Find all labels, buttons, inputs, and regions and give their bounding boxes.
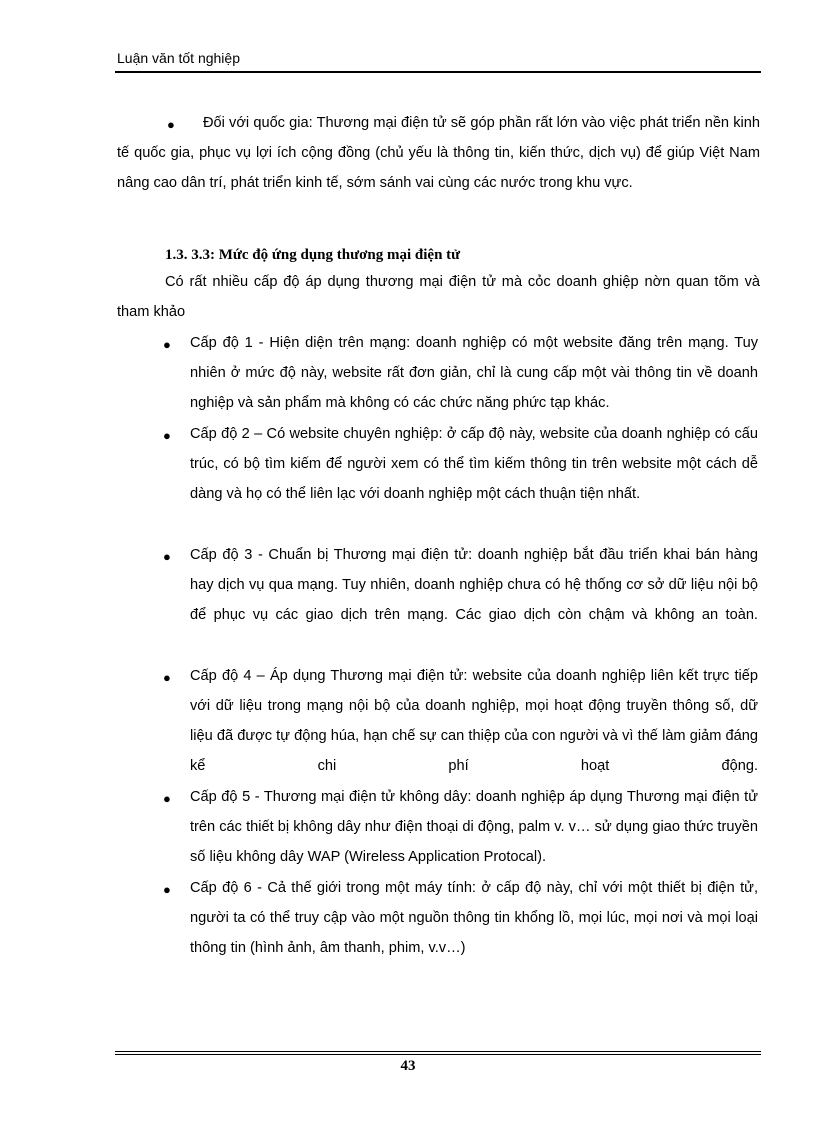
header-divider (115, 71, 761, 73)
level-2-item: Cấp độ 2 – Có website chuyên nghiệp: ở cấp độ này, website của doanh nghiệp có cấu trúc, có bộ tìm kiếm để người xem có thể tìm kiếm thông tin trên website một cách dễ dàng và họ có thể liên lạc với doanh nghiệp một cách thuận tiện nhất. (190, 426, 758, 502)
level-3-item: Cấp độ 3 - Chuẩn bị Thương mại điện tử: doanh nghiệp bắt đầu triển khai bán hàng hay dịch vụ qua mạng. Tuy nhiên, doanh nghiệp chưa có hệ thống cơ sở dữ liệu nội bộ để phục vụ các giao dịch trên mạng. Các giao dịch còn chậm và không an toàn. (190, 547, 758, 623)
bullet-icon: ● (163, 791, 171, 806)
bullet-icon: ● (163, 549, 171, 564)
bullet-icon: ● (163, 670, 171, 685)
bullet-icon: ● (167, 117, 175, 132)
intro-bullet-paragraph: Đối với quốc gia: Thương mại điện tử sẽ góp phần rất lớn vào việc phát triển nền kinh tế quốc gia, phục vụ lợi ích cộng đồng (chủ yếu là thông tin, kiến thức, dịch vụ) để giúp Việt Nam nâng cao dân trí, phát triển kinh tế, sớm sánh vai cùng các nước trong khu vực. (117, 115, 760, 191)
bullet-icon: ● (163, 428, 171, 443)
page-number: 43 (400, 1058, 416, 1074)
level-5-item: Cấp độ 5 - Thương mại điện tử không dây: doanh nghiệp áp dụng Thương mại điện tử trên các thiết bị không dây như điện thoại di động, palm v. v… sử dụng giao thức truyền số liệu không dây WAP (Wireless Application Protocal). (190, 789, 758, 865)
bullet-icon: ● (163, 337, 171, 352)
level-1-item: Cấp độ 1 - Hiện diện trên mạng: doanh nghiệp có một website đăng trên mạng. Tuy nhiên ở mức độ này, website rất đơn giản, chỉ là cung cấp một vài thông tin về doanh nghiệp và sản phẩm mà không có các chức năng phức tạp khác. (190, 335, 758, 411)
level-6-item: Cấp độ 6 - Cả thế giới trong một máy tính: ở cấp độ này, chỉ với một thiết bị điện tử, người ta có thể truy cập vào một nguồn thông tin khổng lồ, mọi lúc, mọi nơi và mọi loại thông tin (hình ảnh, âm thanh, phim, v.v…) (190, 880, 758, 956)
footer-divider (115, 1051, 761, 1052)
footer-divider (115, 1054, 761, 1055)
section-intro-paragraph: Có rất nhiều cấp độ áp dụng thương mại điện tử mà cỏc doanh ghiệp nờn quan tõm và tham khảo (117, 274, 760, 320)
section-heading: 1.3. 3.3: Mức độ ứng dụng thương mại điện tử (165, 247, 461, 263)
bullet-icon: ● (163, 882, 171, 897)
level-4-item: Cấp độ 4 – Áp dụng Thương mại điện tử: website của doanh nghiệp liên kết trực tiếp với dữ liệu trong mạng nội bộ của doanh nghiệp, mọi hoạt động truyền thông số, dữ liệu đã được tự động húa, hạn chế sự can thiệp của con người và vì thế làm giảm đáng kể chi phí hoạt động. (190, 668, 758, 774)
running-header: Luận văn tốt nghiệp (117, 50, 240, 66)
